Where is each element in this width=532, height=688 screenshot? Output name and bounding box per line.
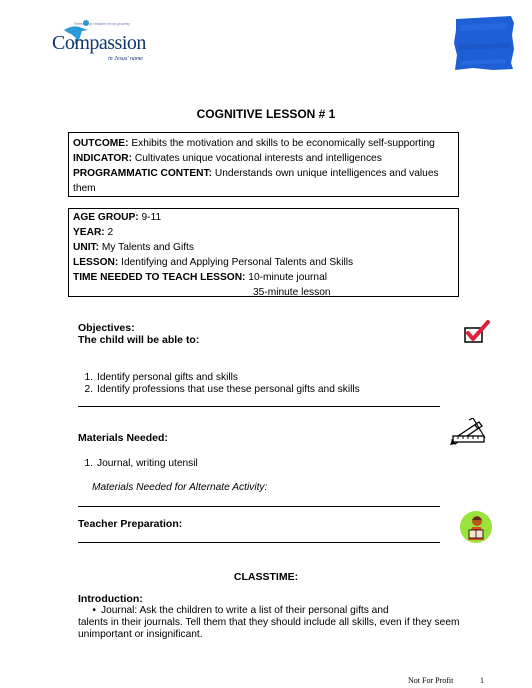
introduction-line-2: talents in their journals. Tell them that they should include all skills, even if they seem <box>78 617 460 628</box>
materials-heading: Materials Needed: <box>78 432 168 444</box>
indicator-label: INDICATOR: <box>73 153 133 164</box>
checkbox-check-icon <box>463 320 491 344</box>
outcome-row <box>73 136 454 151</box>
outcome-label: OUTCOME: <box>73 138 129 149</box>
logo-tagline: Releasing children from poverty <box>74 21 131 26</box>
lesson-info-box <box>68 208 459 297</box>
programmatic-label: PROGRAMMATIC CONTENT: <box>73 168 213 179</box>
divider <box>78 406 440 407</box>
list-item: 2. Identify professions that use these personal gifts and skills <box>84 384 360 395</box>
time-row <box>73 270 454 285</box>
introduction-heading: Introduction: <box>78 593 143 605</box>
outcome-box <box>68 132 459 197</box>
lesson-value: Identifying and Applying Personal Talents and Skills <box>121 257 354 268</box>
programmatic-row <box>73 166 454 196</box>
logo-subtitle: in Jesus' name <box>108 56 143 62</box>
objectives-subheading: The child will be able to: <box>78 334 200 346</box>
pencil-ruler-icon <box>449 418 487 446</box>
introduction-line-1: Journal: Ask the children to write a list of their personal gifts and <box>101 605 389 616</box>
age-group-label: AGE GROUP: <box>73 212 139 223</box>
objectives-heading-block <box>78 322 199 346</box>
list-item: 1. Identify personal gifts and skills <box>84 372 238 383</box>
indicator-row <box>73 151 454 166</box>
unit-label: UNIT: <box>73 242 100 253</box>
lesson-label: LESSON: <box>73 257 119 268</box>
logo-brand: Compassion <box>52 32 146 54</box>
time-label: TIME NEEDED TO TEACH LESSON: <box>73 272 246 283</box>
list-item: 1. Journal, writing utensil <box>84 458 198 469</box>
page-number: 1 <box>480 676 484 685</box>
materials-list <box>78 458 198 470</box>
outcome-value: Exhibits the motivation and skills to be economically self-supporting <box>131 138 435 149</box>
blue-brush-block <box>453 15 515 71</box>
programmatic-value: Understands own unique intelligences and values them <box>73 168 439 194</box>
year-value: 2 <box>107 227 114 238</box>
time-row-2 <box>73 285 454 300</box>
year-row <box>73 225 454 240</box>
divider <box>78 542 440 543</box>
compassion-logo <box>52 18 167 66</box>
age-group-value: 9-11 <box>141 212 162 223</box>
alternate-materials: Materials Needed for Alternate Activity: <box>92 482 268 493</box>
time-value-2: 35-minute lesson <box>253 287 331 298</box>
classtime-heading: CLASSTIME: <box>233 571 299 583</box>
objectives-list <box>78 372 360 396</box>
time-value-1: 10-minute journal <box>248 272 328 283</box>
lesson-title: COGNITIVE LESSON # 1 <box>196 107 336 121</box>
teacher-reading-icon <box>459 510 493 544</box>
unit-row <box>73 240 454 255</box>
teacher-prep-heading: Teacher Preparation: <box>78 518 183 530</box>
introduction-line-3: unimportant or insignificant. <box>78 629 203 640</box>
footer-text: Not For Profit <box>408 676 454 685</box>
unit-value: My Talents and Gifts <box>101 242 194 253</box>
lesson-row <box>73 255 454 270</box>
divider <box>78 506 440 507</box>
bullet: • <box>92 605 96 616</box>
year-label: YEAR: <box>73 227 105 238</box>
introduction-text <box>78 605 498 641</box>
indicator-value: Cultivates unique vocational interests and intelligences <box>134 153 382 164</box>
age-group-row <box>73 210 454 225</box>
objectives-heading: Objectives: <box>78 322 135 334</box>
